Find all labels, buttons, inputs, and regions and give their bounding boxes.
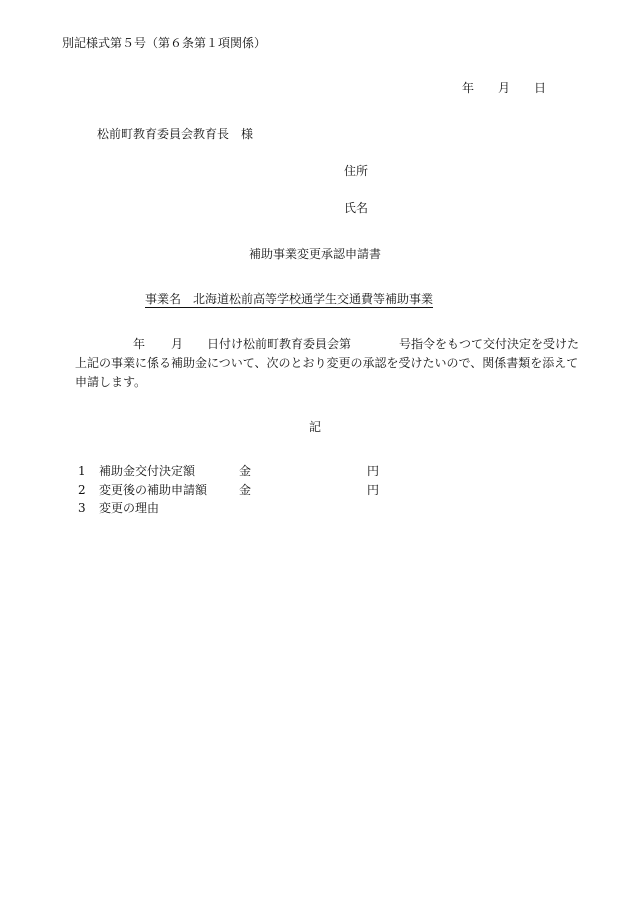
body-year: 年 [133, 337, 146, 351]
date-year: 年 [462, 81, 475, 95]
item-number: 1 [78, 464, 86, 478]
date-month: 月 [498, 81, 511, 95]
item-kin: 金 [239, 483, 252, 497]
item-number: 2 [78, 483, 86, 497]
item-yen: 円 [367, 464, 380, 478]
address-label: 住所 [344, 164, 369, 178]
body-date-phrase: 日付け松前町教育委員会第 [207, 337, 352, 351]
date-day: 日 [534, 81, 547, 95]
date-line [462, 81, 546, 95]
ki-heading: 記 [308, 420, 321, 434]
item-yen: 円 [367, 483, 380, 497]
item-label: 補助金交付決定額 [99, 464, 196, 478]
addressee: 松前町教育委員会教育長 様 [97, 127, 254, 141]
body-line-2: 上記の事業に係る補助金について、次のとおり変更の承認を受けたいので、関係書類を添えて [75, 356, 579, 370]
item-label: 変更の理由 [99, 501, 160, 515]
form-number: 別記様式第５号（第６条第１項関係） [62, 36, 267, 50]
body-line-1 [133, 337, 579, 351]
body-line-3: 申請します。 [75, 375, 147, 389]
body-directive: 号指令をもつて交付決定を受けた [399, 337, 580, 351]
item-label: 変更後の補助申請額 [99, 483, 208, 497]
document-title: 補助事業変更承認申請書 [248, 247, 381, 261]
item-kin: 金 [239, 464, 252, 478]
item-number: 3 [78, 501, 86, 515]
body-month: 月 [171, 337, 184, 351]
project-name: 事業名 北海道松前高等学校通学生交通費等補助事業 [145, 292, 434, 306]
name-label: 氏名 [344, 201, 369, 215]
